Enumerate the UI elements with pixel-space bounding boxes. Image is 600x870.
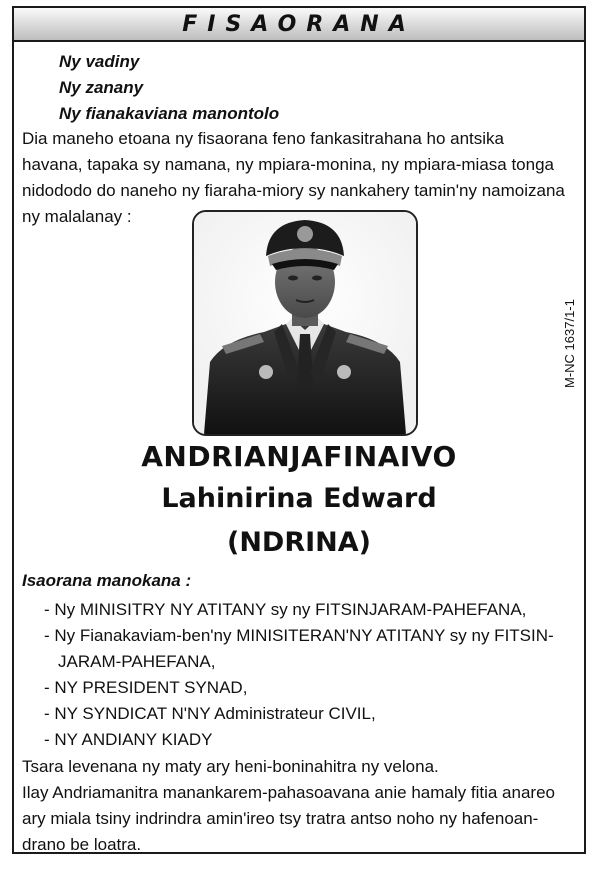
reference-code: M-NC 1637/1-1 [562, 299, 577, 388]
greeting-line: Ny fianakaviana manontolo [59, 104, 280, 123]
closing-line: Ilay Andriamanitra manankarem-pahasoavana anie hamaly fitia anareo [22, 783, 555, 802]
deceased-surname: ANDRIANJAFINAIVO [141, 440, 457, 473]
closing-line: ary miala tsiny indrindra amin'ireo tsy tratra antso noho ny hafenoan- [22, 809, 539, 828]
intro-line: ny malalanay : [22, 207, 132, 226]
special-thanks-label: Isaorana manokana : [22, 571, 192, 590]
list-item-line: - Ny MINISITRY NY ATITANY sy ny FITSINJARAM-PAHEFANA, [44, 600, 527, 619]
list-item-line: - NY ANDIANY KIADY [44, 730, 213, 749]
list-item [44, 727, 578, 753]
intro-line: havana, tapaka sy namana, ny mpiara-monina, ny mpiara-miasa tonga [22, 155, 555, 174]
special-thanks-list [44, 597, 578, 753]
list-item [44, 675, 578, 701]
notice-title: FISAORANA [182, 11, 416, 37]
portrait-photo [192, 210, 418, 436]
list-item-line: - NY PRESIDENT SYNAD, [44, 678, 248, 697]
closing-line: Tsara levenana ny maty ary heni-boninahitra ny velona. [22, 757, 439, 776]
deceased-nickname: (NDRINA) [226, 527, 372, 558]
list-item [44, 597, 578, 623]
portrait-photo-figure [194, 212, 416, 434]
deceased-given-names: Lahinirina Edward [161, 483, 437, 514]
list-item-line: - NY SYNDICAT N'NY Administrateur CIVIL, [44, 704, 376, 723]
intro-line: Dia maneho etoana ny fisaorana feno fankasitrahana ho antsika [22, 129, 504, 148]
greeting-line: Ny vadiny [59, 52, 140, 71]
list-item [44, 623, 578, 675]
intro-line: nidododo do naneho ny fiaraha-miory sy nankahery tamin'ny namoizana [22, 181, 565, 200]
obituary-notice [12, 6, 586, 854]
header-banner [14, 8, 584, 42]
list-item [44, 701, 578, 727]
greeting-line: Ny zanany [59, 78, 144, 97]
list-item-line: - Ny Fianakaviam-ben'ny MINISITERAN'NY ATITANY sy ny FITSIN- [44, 626, 554, 645]
closing-line: drano be loatra. [22, 835, 142, 854]
list-item-line: JARAM-PAHEFANA, [58, 652, 216, 671]
closing-paragraph [22, 754, 578, 858]
